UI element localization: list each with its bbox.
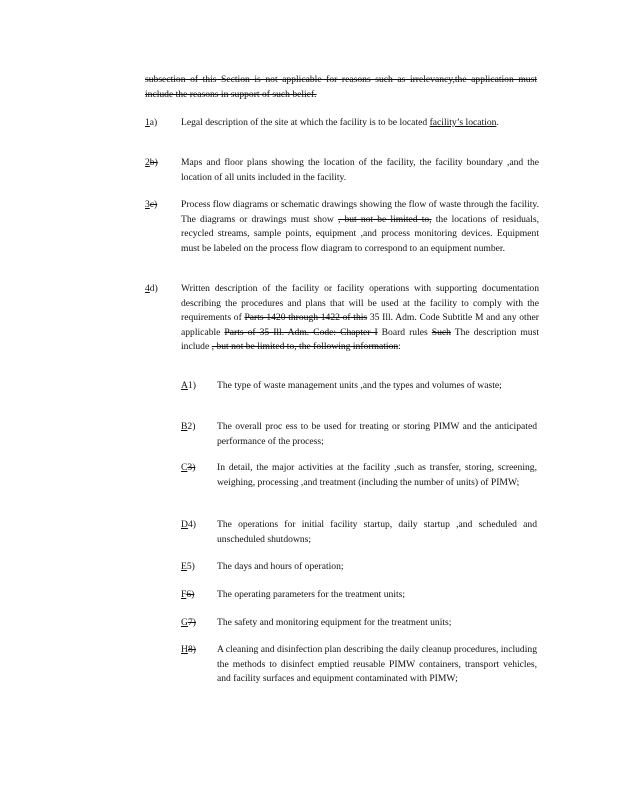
subitem-number bbox=[181, 518, 196, 533]
subitem-number bbox=[181, 616, 196, 631]
item-body bbox=[181, 282, 539, 355]
text-segment: The operations for initial facility startup, daily startup ,and scheduled and unscheduled shutdowns; bbox=[217, 519, 537, 545]
text-segment: The type of waste management units ,and the types and volumes of waste; bbox=[217, 380, 502, 391]
item-body bbox=[181, 198, 539, 256]
text-segment: Written description of the facility or facility operations with supporting documentation describing the procedures and plans that will be used at the facility to comply with the requirements of bbox=[181, 283, 539, 324]
text-segment: the locations of residuals, recycled streams, sample points, equipment ,and process monitoring devices. Equipment must be labeled on the process flow diagram to correspond to an equipment number. bbox=[181, 213, 539, 254]
text-segment: Maps and floor plans showing the location of the facility, the facility boundary ,and the location of all units included in the facility. bbox=[181, 157, 539, 183]
text-segment: : bbox=[398, 341, 401, 353]
text-segment: The operating parameters for the treatment units; bbox=[217, 589, 406, 600]
text-segment: The description must include bbox=[181, 326, 539, 353]
number-deleted: 3) bbox=[187, 462, 196, 473]
subitem-number bbox=[181, 588, 194, 603]
number-deleted: 8) bbox=[187, 644, 196, 655]
number-inserted: 2 bbox=[145, 157, 150, 168]
number-inserted: H bbox=[181, 644, 188, 655]
subitem-number bbox=[181, 560, 195, 575]
text-segment: 35 Ill. Adm. Code Subtitle M and any other applicable bbox=[181, 312, 539, 338]
number-inserted: 1 bbox=[145, 117, 150, 128]
subitem-body bbox=[217, 616, 537, 631]
text-segment: In detail, the major activities at the facility ,such as transfer, storing, screening, weighing, processing ,and treatment (including the number of units) of PIMW; bbox=[217, 462, 537, 488]
deleted-text: Such bbox=[431, 326, 451, 338]
number-deleted: b) bbox=[149, 157, 158, 168]
item-body bbox=[181, 156, 539, 185]
subitem-number bbox=[181, 379, 196, 394]
number-inserted: 4 bbox=[145, 283, 150, 294]
subitem-body bbox=[217, 518, 537, 547]
subitem-body bbox=[217, 461, 537, 490]
item-body bbox=[181, 116, 539, 131]
number-inserted: C bbox=[181, 462, 188, 473]
intro-deleted-text: subsection of this Section is not applicable for reasons such as irrelevancy,the application must include the reasons in support of such belief. bbox=[145, 74, 537, 100]
text-segment: Process flow diagrams or schematic drawings showing the flow of waste through the facility. The diagrams or drawings must show bbox=[181, 199, 539, 225]
number-deleted: 7) bbox=[187, 617, 196, 628]
deleted-text: Parts 1420 through 1422 of this bbox=[244, 312, 368, 324]
subitem-body bbox=[217, 643, 537, 687]
subitem-body bbox=[217, 420, 537, 449]
text-segment: A cleaning and disinfection plan describing the daily cleanup procedures, including the methods to disinfect emptied reusable PIMW containers, transport vehicles, and facility surfaces and equipment contaminated with PIMW; bbox=[217, 644, 537, 685]
text-segment: The days and hours of operation; bbox=[217, 561, 344, 572]
text-segment: Legal description of the site at which the facility is to be located bbox=[181, 117, 430, 128]
subitem-number bbox=[181, 420, 195, 435]
number-plain: 1) bbox=[187, 380, 196, 391]
number-deleted: c) bbox=[149, 199, 158, 210]
item-number bbox=[145, 116, 157, 131]
subitem-body bbox=[217, 560, 537, 575]
number-inserted: E bbox=[181, 561, 187, 572]
number-plain: 2) bbox=[187, 421, 196, 432]
number-inserted: B bbox=[181, 421, 188, 432]
inserted-text: facility’s location bbox=[429, 117, 497, 128]
text-segment: Board rules bbox=[377, 326, 432, 338]
subitem-number bbox=[181, 643, 196, 658]
number-inserted: F bbox=[181, 589, 187, 600]
deleted-text: , but not be limited to, the following information bbox=[211, 341, 399, 353]
text-segment: The safety and monitoring equipment for the treatment units; bbox=[217, 617, 452, 628]
text-segment: . bbox=[496, 117, 499, 128]
item-number bbox=[145, 156, 158, 171]
subitem-body bbox=[217, 379, 537, 394]
text-segment: The overall proc ess to be used for treating or storing PIMW and the anticipated performance of the process; bbox=[217, 421, 537, 447]
item-number bbox=[145, 198, 157, 213]
number-plain: d) bbox=[149, 283, 158, 294]
number-plain: 4) bbox=[187, 519, 196, 530]
number-inserted: G bbox=[181, 617, 188, 628]
number-deleted: 6) bbox=[186, 589, 195, 600]
subitem-number bbox=[181, 461, 195, 476]
number-inserted: A bbox=[181, 380, 188, 391]
item-number bbox=[145, 282, 158, 297]
subitem-body bbox=[217, 588, 537, 603]
number-plain: 5) bbox=[186, 561, 195, 572]
deleted-text: Parts of 35 Ill. Adm. Code: Chapter I bbox=[224, 326, 378, 338]
number-plain: a) bbox=[149, 117, 158, 128]
number-inserted: 3 bbox=[145, 199, 150, 210]
deleted-text: , but not be limited to, bbox=[337, 213, 432, 225]
number-inserted: D bbox=[181, 519, 188, 530]
